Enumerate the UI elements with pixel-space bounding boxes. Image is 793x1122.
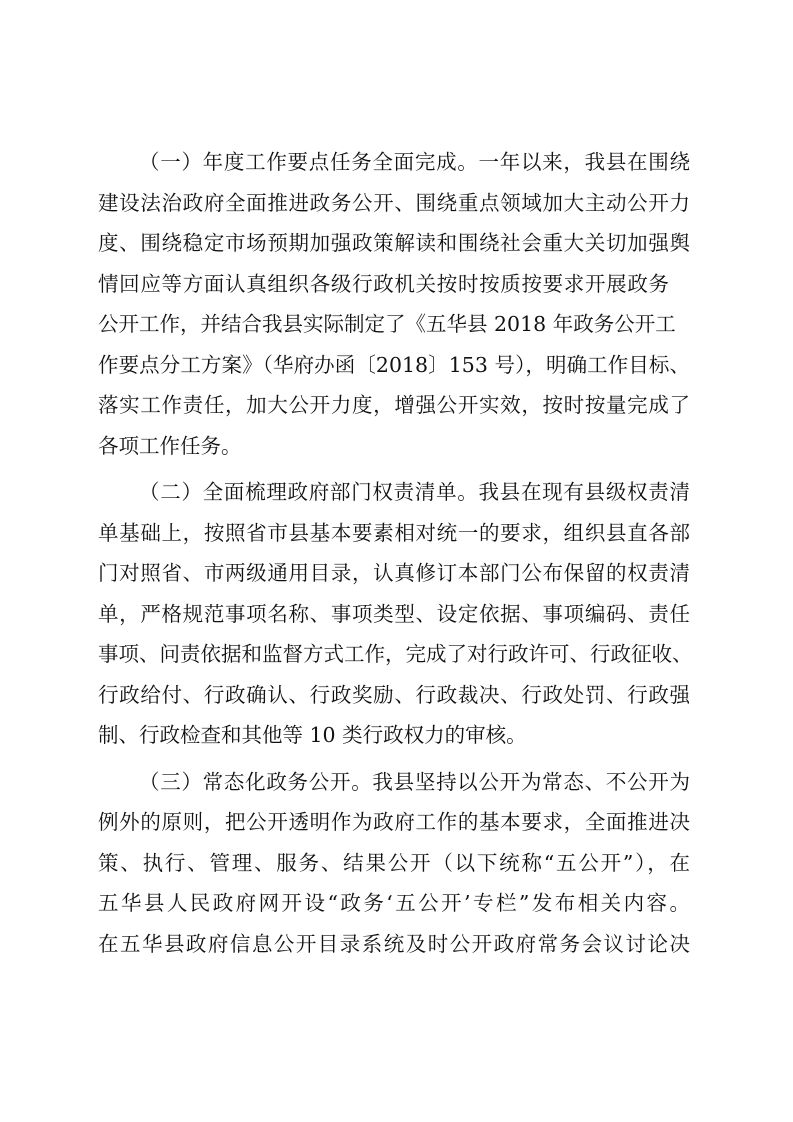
- paragraph-line: 公开工作，并结合我县实际制定了《五华县 2018 年政务公开工: [98, 312, 676, 336]
- paragraph-line: 度、围绕稳定市场预期加强政策解读和围绕社会重大关切加强舆: [98, 231, 690, 255]
- paragraph-line: （三）常态化政务公开。我县坚持以公开为常态、不公开为: [139, 769, 690, 794]
- paragraph-line: （一）年度工作要点任务全面完成。一年以来，我县在围绕: [139, 150, 690, 174]
- paragraph-line: 情回应等方面认真组织各级行政机关按时按质按要求开展政务: [98, 271, 669, 296]
- paragraph-section-1: [98, 142, 690, 466]
- paragraph-line: 制、行政检查和其他等 10 类行政权力的审核。: [98, 723, 527, 747]
- paragraph-line: 事项、问责依据和监督方式工作，完成了对行政许可、行政征收、: [98, 642, 693, 666]
- paragraph-line: 在五华县政府信息公开目录系统及时公开政府常务会议讨论决: [98, 931, 690, 956]
- paragraph-line: （二）全面梳理政府部门权责清单。我县在现有县级权责清: [139, 480, 690, 504]
- document-body: [98, 142, 693, 964]
- paragraph-line: 五华县人民政府网开设“政务‘五公开’专栏”发布相关内容。: [98, 891, 690, 915]
- paragraph-line: 作要点分工方案》（华府办函〔2018〕153 号），明确工作目标、: [98, 352, 690, 377]
- paragraph-line: 建设法治政府全面推进政务公开、围绕重点领域加大主动公开力: [98, 190, 690, 215]
- paragraph-line: 单，严格规范事项名称、事项类型、设定依据、事项编码、责任: [98, 601, 690, 626]
- paragraph-line: 落实工作责任，加大公开力度，增强公开实效，按时按量完成了: [98, 393, 690, 417]
- paragraph-line: 单基础上，按照省市县基本要素相对统一的要求，组织县直各部: [98, 520, 690, 545]
- paragraph-line: 例外的原则，把公开透明作为政府工作的基本要求，全面推进决: [98, 810, 690, 834]
- paragraph-line: 各项工作任务。: [98, 433, 242, 458]
- paragraph-section-3: [98, 762, 690, 965]
- paragraph-section-2: [98, 472, 693, 756]
- paragraph-line: 门对照省、市两级通用目录，认真修订本部门公布保留的权责清: [98, 561, 690, 585]
- paragraph-line: 策、执行、管理、服务、结果公开（以下统称“五公开”），在: [98, 850, 690, 875]
- paragraph-line: 行政给付、行政确认、行政奖励、行政裁决、行政处罚、行政强: [98, 682, 690, 707]
